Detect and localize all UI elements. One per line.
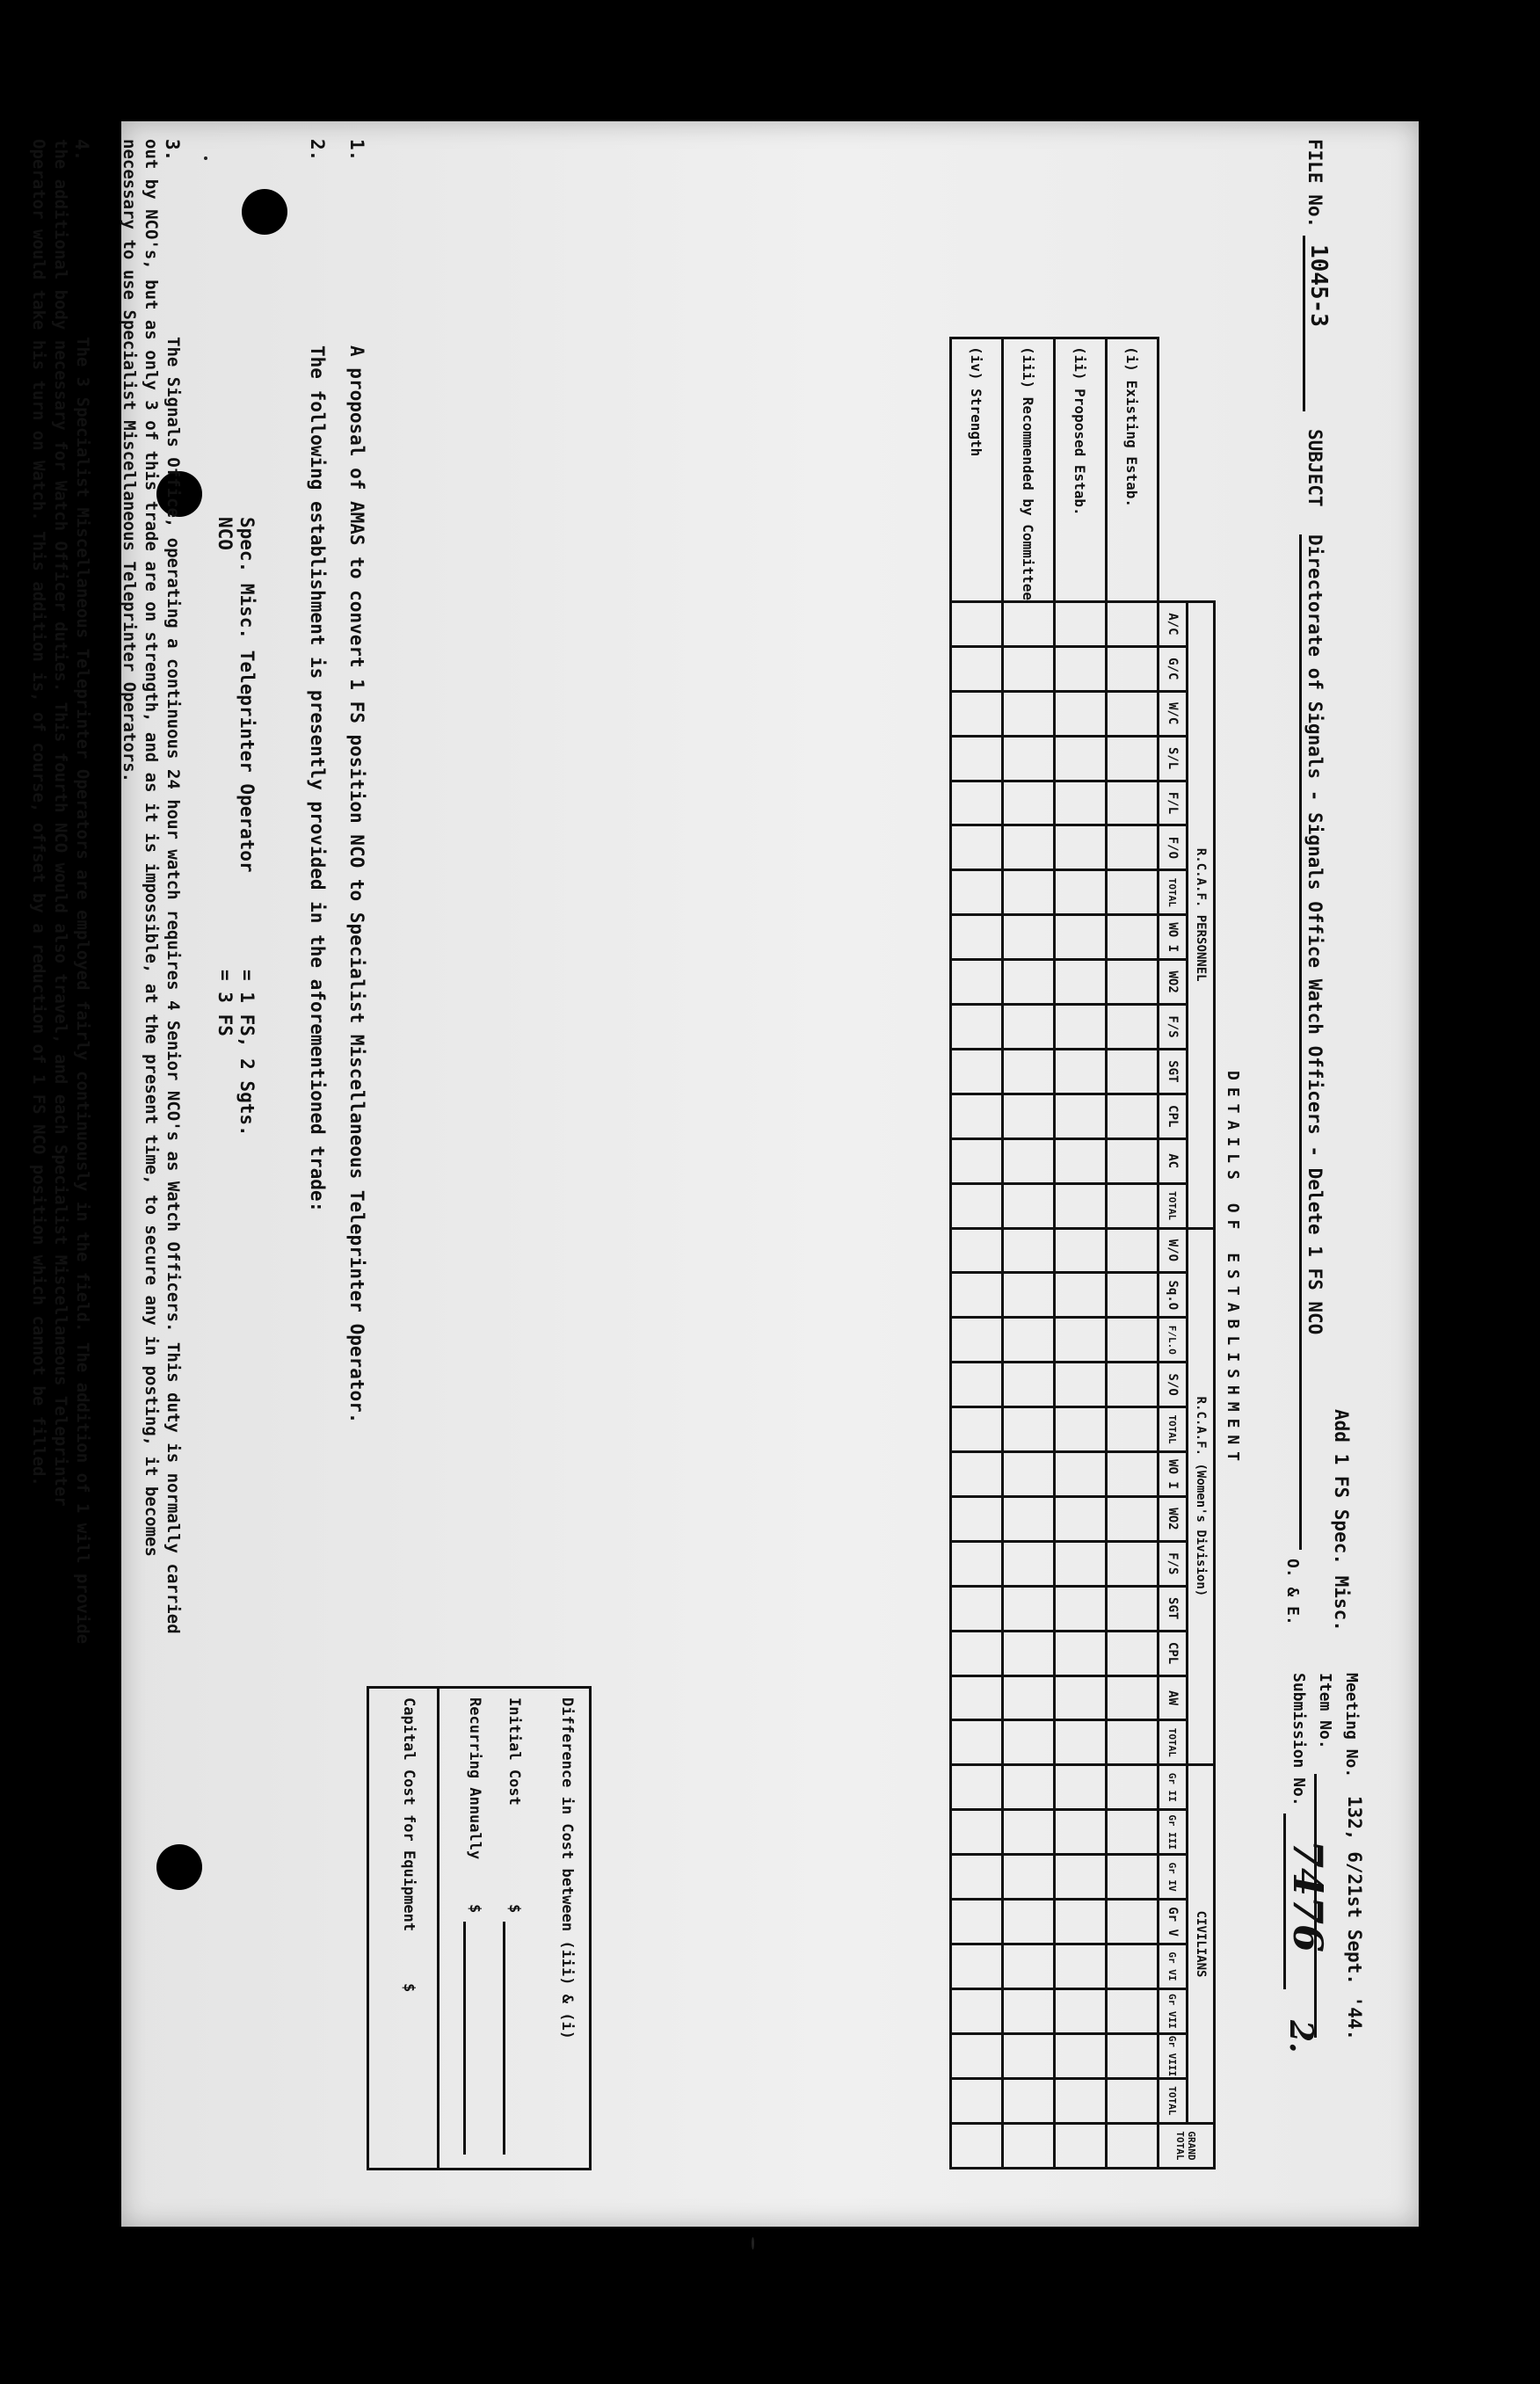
table-cell <box>1003 1720 1055 1765</box>
table-cell <box>1107 1810 1159 1855</box>
table-cell <box>1003 1005 1055 1050</box>
table-row <box>1107 338 1159 2169</box>
table-cell <box>1107 870 1159 915</box>
table-cell <box>1055 1228 1107 1273</box>
submission-value: 7476 <box>1284 1840 1332 1953</box>
table-cell <box>1003 825 1055 870</box>
table-cell <box>1055 1138 1107 1183</box>
table-cell <box>1003 2078 1055 2123</box>
table-cell <box>1055 960 1107 1005</box>
table-row <box>1055 338 1107 2169</box>
table-cell <box>1055 1183 1107 1228</box>
table-cell <box>951 1675 1003 1720</box>
table-cell <box>951 1094 1003 1138</box>
civ-column-header: Gr III <box>1159 1810 1188 1855</box>
rcaf-column-header: WO I <box>1159 915 1188 960</box>
item-label: Item No. <box>1316 1673 1334 1749</box>
table-cell <box>1107 646 1159 691</box>
table-cell <box>1003 691 1055 736</box>
table-cell <box>1003 1407 1055 1452</box>
rcaf-column-header: SGT <box>1159 1049 1188 1094</box>
table-cell <box>1055 1944 1107 1989</box>
table-cell <box>1055 1273 1107 1318</box>
table-cell <box>1107 1363 1159 1407</box>
table-row <box>1003 338 1055 2169</box>
initial-cost-line <box>503 1922 505 2155</box>
table-cell <box>951 960 1003 1005</box>
table-cell <box>1003 1944 1055 1989</box>
wd-column-header: WO2 <box>1159 1496 1188 1541</box>
cost-box <box>367 1686 592 2170</box>
rcaf-column-header: W/C <box>1159 691 1188 736</box>
table-cell <box>1003 1318 1055 1363</box>
table-cell <box>951 1273 1003 1318</box>
row-label: (iii) Recommended by Committee <box>1003 338 1055 602</box>
table-cell <box>1003 736 1055 781</box>
table-cell <box>951 601 1003 646</box>
wd-column-header: Sq.O <box>1159 1273 1188 1318</box>
rcaf-column-header: AC <box>1159 1138 1188 1183</box>
table-cell <box>951 1541 1003 1586</box>
rcaf-column-header: F/S <box>1159 1005 1188 1050</box>
table-cell <box>1055 1318 1107 1363</box>
table-cell <box>1003 960 1055 1005</box>
table-cell <box>951 646 1003 691</box>
table-cell <box>951 781 1003 825</box>
table-cell <box>1003 1855 1055 1900</box>
table-cell <box>1107 960 1159 1005</box>
table-title: DETAILS OF ESTABLISHMENT <box>1224 1071 1242 1469</box>
paragraph-2: The following establishment is presently provided in the aforementioned trade: <box>307 345 328 1213</box>
table-cell <box>1107 1452 1159 1497</box>
table-cell <box>951 1407 1003 1452</box>
table-cell <box>1003 646 1055 691</box>
row-label-header <box>1159 338 1188 602</box>
table-cell <box>1107 1228 1159 1273</box>
table-cell <box>1055 1810 1107 1855</box>
table-cell <box>951 1900 1003 1944</box>
file-number: 1045-3 <box>1305 244 1332 327</box>
table-cell <box>1107 1988 1159 2033</box>
table-cell <box>1055 2033 1107 2078</box>
rcaf-group-header: R.C.A.F. PERSONNEL <box>1188 601 1215 1228</box>
submission-label: Submission No. <box>1289 1673 1308 1806</box>
table-cell <box>1055 1005 1107 1050</box>
table-cell <box>1003 1765 1055 1810</box>
table-cell <box>1055 1631 1107 1675</box>
table-cell <box>951 1586 1003 1631</box>
table-cell <box>1107 2078 1159 2123</box>
rcaf-column-header: TOTAL <box>1159 870 1188 915</box>
civ-column-header: Gr II <box>1159 1765 1188 1810</box>
table-cell <box>1107 781 1159 825</box>
table-cell <box>1107 1407 1159 1452</box>
table-cell <box>1055 1675 1107 1720</box>
capital-cost-label: Capital Cost for Equipment <box>400 1697 418 1932</box>
table-cell <box>951 1944 1003 1989</box>
table-cell <box>1003 2123 1055 2168</box>
table-cell <box>1107 1900 1159 1944</box>
table-cell <box>1003 1228 1055 1273</box>
table-cell <box>1107 1855 1159 1900</box>
table-cell <box>1107 1541 1159 1586</box>
table-cell <box>951 870 1003 915</box>
table-cell <box>1107 1138 1159 1183</box>
paragraph-4-line-2: the additional body necessary for Watch Officer duties. This fourth NCO would also travel, and each Specialist Miscellaneous Teleprinter <box>51 139 70 1507</box>
cost-divider <box>437 1689 439 2168</box>
meeting-label: Meeting No. <box>1342 1673 1361 1778</box>
table-cell <box>1107 1005 1159 1050</box>
paragraph-2-number: 2. <box>307 139 328 162</box>
table-cell <box>1055 1541 1107 1586</box>
row-label: (iv) Strength <box>951 338 1003 602</box>
table-cell <box>1055 1049 1107 1094</box>
wd-column-header: WO I <box>1159 1452 1188 1497</box>
paragraph-4-line-1: The 3 Specialist Miscellaneous Teleprinter Operators are employed fairly continuously in the field. The addition of 1 will provide <box>73 337 92 1645</box>
civ-column-header: Gr VIII <box>1159 2033 1188 2078</box>
table-cell <box>1055 1094 1107 1138</box>
table-cell <box>1003 1900 1055 1944</box>
table-cell <box>1055 1407 1107 1452</box>
table-cell <box>1003 1452 1055 1497</box>
file-underline <box>1303 236 1305 411</box>
table-cell <box>951 1138 1003 1183</box>
recurring-cost-currency: $ <box>466 1904 483 1914</box>
dust-speck <box>752 2237 754 2250</box>
table-cell <box>1055 870 1107 915</box>
nco-label: NCO <box>214 517 236 550</box>
rcaf-column-header: S/L <box>1159 736 1188 781</box>
wd-column-header: F/L.O <box>1159 1318 1188 1363</box>
table-cell <box>1003 1094 1055 1138</box>
table-cell <box>1003 1988 1055 2033</box>
establishment-table <box>949 337 1216 2170</box>
table-cell <box>951 825 1003 870</box>
oe-label: O. & E. <box>1283 1559 1302 1625</box>
wd-column-header: F/S <box>1159 1541 1188 1586</box>
table-cell <box>1003 1541 1055 1586</box>
table-cell <box>951 1496 1003 1541</box>
civ-column-header: Gr IV <box>1159 1855 1188 1900</box>
row-label: (ii) Proposed Estab. <box>1055 338 1107 602</box>
table-cell <box>1003 1586 1055 1631</box>
civ-column-header: Gr VI <box>1159 1944 1188 1989</box>
table-cell <box>1107 1318 1159 1363</box>
wd-column-header: SGT <box>1159 1586 1188 1631</box>
table-cell <box>1003 1273 1055 1318</box>
rcaf-column-header: G/C <box>1159 646 1188 691</box>
paragraph-1: A proposal of AMAS to convert 1 FS position NCO to Specialist Miscellaneous Teleprinter Operator. <box>346 345 367 1424</box>
initial-cost-label: Initial Cost <box>505 1697 523 1806</box>
spec-value: = 1 FS, 2 Sgts. <box>236 970 258 1137</box>
paragraph-3-line-2: out by NCO's, but as only 3 of this trade are on strength, and as it is impossible, at the present time, to secure any in posting, it becomes <box>142 139 161 1557</box>
table-cell <box>1107 1049 1159 1094</box>
table-cell <box>1107 1586 1159 1631</box>
table-cell <box>1107 601 1159 646</box>
civ-column-header: TOTAL <box>1159 2078 1188 2123</box>
table-cell <box>1107 1496 1159 1541</box>
subject-text: Directorate of Signals - Signals Office Watch Officers - Delete 1 FS NCO <box>1304 534 1326 1335</box>
table-cell <box>1107 1944 1159 1989</box>
table-cell <box>1055 1988 1107 2033</box>
table-cell <box>1107 736 1159 781</box>
table-cell <box>1107 2123 1159 2168</box>
table-cell <box>951 1049 1003 1094</box>
table-cell <box>1055 601 1107 646</box>
table-cell <box>1055 1765 1107 1810</box>
table-cell <box>1003 1363 1055 1407</box>
table-cell <box>1055 736 1107 781</box>
table-cell <box>1055 2078 1107 2123</box>
table-cell <box>1107 915 1159 960</box>
rotated-content <box>29 139 1365 2170</box>
table-cell <box>951 1631 1003 1675</box>
nco-value: = 3 FS <box>214 970 236 1036</box>
row-label: (i) Existing Estab. <box>1107 338 1159 602</box>
capital-cost-currency: $ <box>400 1983 418 1993</box>
rcaf-column-header: A/C <box>1159 601 1188 646</box>
paragraph-3-number: 3. <box>162 139 183 162</box>
rcaf-column-header: F/O <box>1159 825 1188 870</box>
table-cell <box>1003 1183 1055 1228</box>
grand-total-header: GRAND TOTAL <box>1159 2123 1215 2168</box>
table-cell <box>951 915 1003 960</box>
table-cell <box>951 2123 1003 2168</box>
recurring-cost-line <box>463 1922 466 2155</box>
meeting-value: 132, 6/21st Sept. '44. <box>1344 1796 1365 2041</box>
table-cell <box>1003 1496 1055 1541</box>
table-cell <box>1055 1452 1107 1497</box>
table-cell <box>951 1720 1003 1765</box>
civilian-group-header: CIVILIANS <box>1188 1765 1215 2124</box>
table-cell <box>1003 1631 1055 1675</box>
subject-label: SUBJECT <box>1304 429 1326 507</box>
table-cell <box>951 2033 1003 2078</box>
table-cell <box>1055 781 1107 825</box>
table-cell <box>951 1228 1003 1273</box>
initial-cost-currency: $ <box>505 1904 523 1914</box>
rcaf-column-header: WO2 <box>1159 960 1188 1005</box>
rcaf-column-header: F/L <box>1159 781 1188 825</box>
table-cell <box>1055 1586 1107 1631</box>
table-cell <box>951 1363 1003 1407</box>
table-cell <box>1055 1855 1107 1900</box>
table-cell <box>951 1183 1003 1228</box>
paragraph-3-line-3: necessary to use Specialist Miscellaneous Teleprinter Operators. <box>120 139 139 783</box>
table-cell <box>951 1765 1003 1810</box>
table-cell <box>1055 1496 1107 1541</box>
table-cell <box>1055 825 1107 870</box>
table-cell <box>1107 2033 1159 2078</box>
table-cell <box>951 691 1003 736</box>
civ-column-header: Gr VII <box>1159 1988 1188 2033</box>
table-cell <box>951 1318 1003 1363</box>
wd-column-header: AW <box>1159 1675 1188 1720</box>
rcaf-column-header: TOTAL <box>1159 1183 1188 1228</box>
table-cell <box>1003 1810 1055 1855</box>
rcaf-column-header: CPL <box>1159 1094 1188 1138</box>
subject-add-line: Add 1 FS Spec. Misc. <box>1331 1409 1352 1632</box>
table-cell <box>1107 1631 1159 1675</box>
table-cell <box>1055 646 1107 691</box>
wd-column-header: TOTAL <box>1159 1407 1188 1452</box>
wd-column-header: S/O <box>1159 1363 1188 1407</box>
table-cell <box>1055 691 1107 736</box>
table-cell <box>1107 1273 1159 1318</box>
table-cell <box>951 1855 1003 1900</box>
table-cell <box>1003 1675 1055 1720</box>
table-cell <box>1055 915 1107 960</box>
table-cell <box>1107 691 1159 736</box>
recurring-cost-label: Recurring Annually <box>466 1697 483 1860</box>
civ-column-header: Gr V <box>1159 1900 1188 1944</box>
wd-column-header: W/O <box>1159 1228 1188 1273</box>
table-cell <box>1055 1720 1107 1765</box>
table-cell <box>1107 1183 1159 1228</box>
wd-group-header: R.C.A.F. (Women's Division) <box>1188 1228 1215 1765</box>
table-cell <box>1107 1094 1159 1138</box>
table-cell <box>1003 915 1055 960</box>
table-cell <box>1003 2033 1055 2078</box>
cost-difference-label: Difference in Cost between (iii) & (i) <box>558 1697 576 2039</box>
table-cell <box>1003 781 1055 825</box>
table-cell <box>951 1452 1003 1497</box>
table-cell <box>1055 2123 1107 2168</box>
table-cell <box>1003 870 1055 915</box>
file-label: FILE No. <box>1304 139 1326 229</box>
wd-column-header: CPL <box>1159 1631 1188 1675</box>
table-cell <box>1107 1765 1159 1810</box>
table-cell <box>951 1005 1003 1050</box>
table-cell <box>1055 1900 1107 1944</box>
table-cell <box>951 1810 1003 1855</box>
table-cell <box>1107 1675 1159 1720</box>
table-cell <box>1055 1363 1107 1407</box>
handwritten-mark: 2. <box>1282 2020 1319 2053</box>
subject-underline <box>1299 534 1302 1550</box>
table-row <box>951 338 1003 2169</box>
table-cell <box>1003 601 1055 646</box>
paragraph-4-line-3: Operator would take his turn on Watch. This addition is, of course, offset by a reduction of 1 FS NCO position which cannot be filled. <box>29 139 48 1486</box>
table-cell <box>1003 1138 1055 1183</box>
table-cell <box>951 2078 1003 2123</box>
table-cell <box>1003 1049 1055 1094</box>
table-cell <box>951 1988 1003 2033</box>
paragraph-1-number: 1. <box>346 139 367 162</box>
table-cell <box>1107 825 1159 870</box>
table-cell <box>1107 1720 1159 1765</box>
table-corner <box>1188 338 1215 602</box>
paragraph-4-number: 4. <box>71 139 92 162</box>
spec-label: Spec. Misc. Teleprinter Operator <box>236 517 258 873</box>
paragraph-3-line-1: The Signals Office, operating a continuous 24 hour watch requires 4 Senior NCO's as Watch Officers. This duty is normally carried <box>163 337 183 1634</box>
wd-column-header: TOTAL <box>1159 1720 1188 1765</box>
table-cell <box>951 736 1003 781</box>
